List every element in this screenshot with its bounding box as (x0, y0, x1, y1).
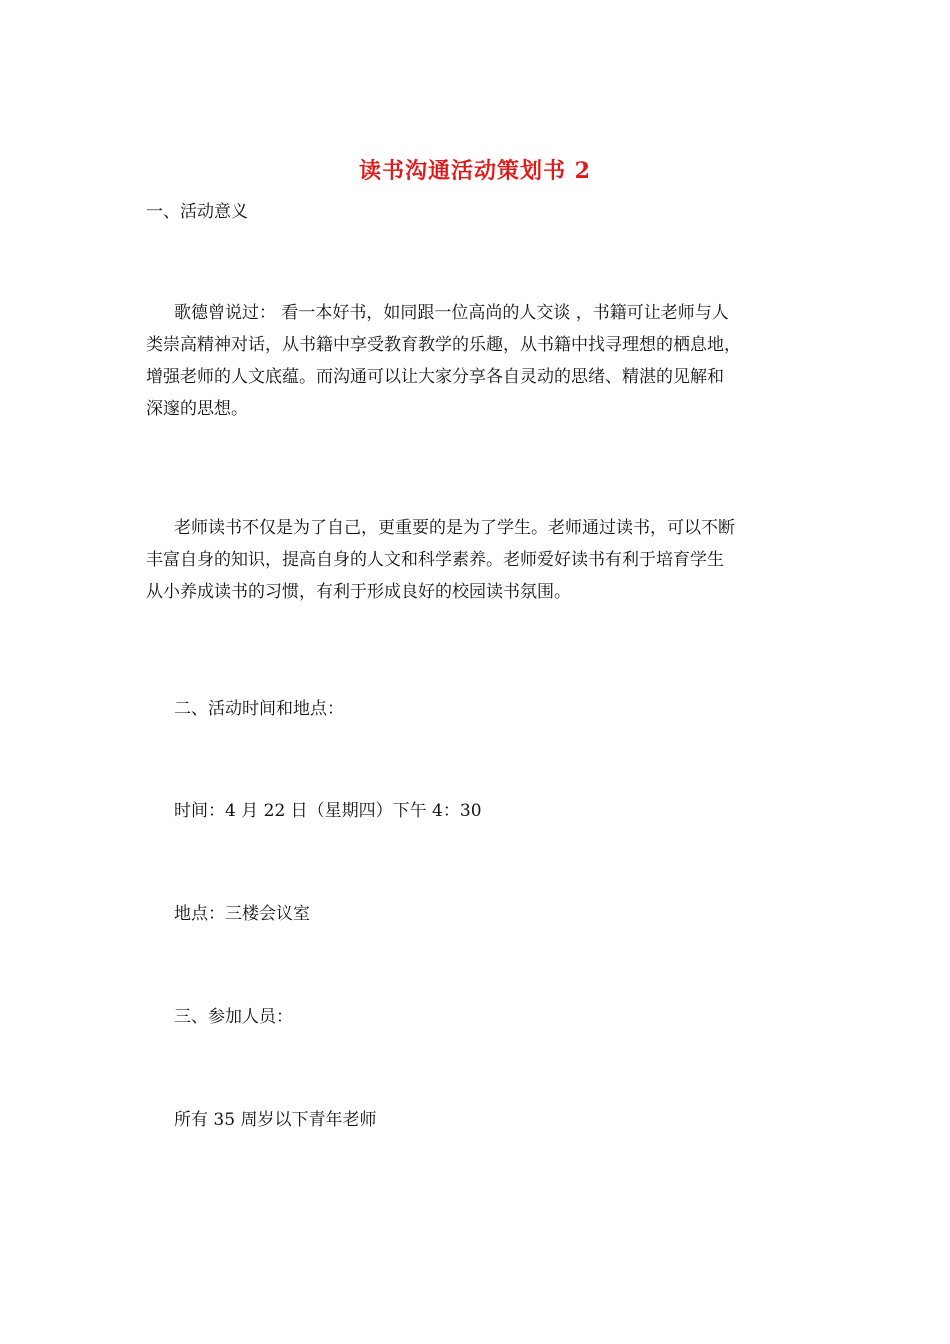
paragraph-line: 丰富自身的知识，提高自身的人文和科学素养。老师爱好读书有利于培育学生 (146, 550, 724, 570)
event-time: 时间：4 月 22 日（星期四）下午 4：30 (174, 801, 482, 821)
paragraph-line: 增强老师的人文底蕴。而沟通可以让大家分享各自灵动的思绪、精湛的见解和 (146, 367, 724, 387)
paragraph-goethe-quote (146, 297, 806, 425)
paragraph-line: 类崇高精神对话，从书籍中享受教育教学的乐趣，从书籍中找寻理想的栖息地， (146, 335, 741, 355)
section-heading-time-place: 二、活动时间和地点： (174, 699, 344, 719)
paragraph-line: 歌德曾说过： 看一本好书，如同跟一位高尚的人交谈 ，书籍可让老师与人 (174, 303, 729, 323)
paragraph-line: 深邃的思想。 (146, 399, 248, 419)
document-title: 读书沟通活动策划书 2 (359, 158, 591, 184)
paragraph-line: 老师读书不仅是为了自己，更重要的是为了学生。老师通过读书，可以不断 (174, 518, 735, 538)
participants: 所有 35 周岁以下青年老师 (174, 1110, 377, 1130)
paragraph-teacher-reading (146, 512, 806, 608)
section-heading-participants: 三、参加人员： (174, 1007, 293, 1027)
event-place: 地点：三楼会议室 (174, 904, 310, 924)
paragraph-line: 从小养成读书的习惯，有利于形成良好的校园读书氛围。 (146, 582, 571, 602)
section-heading-significance: 一、活动意义 (146, 202, 248, 222)
